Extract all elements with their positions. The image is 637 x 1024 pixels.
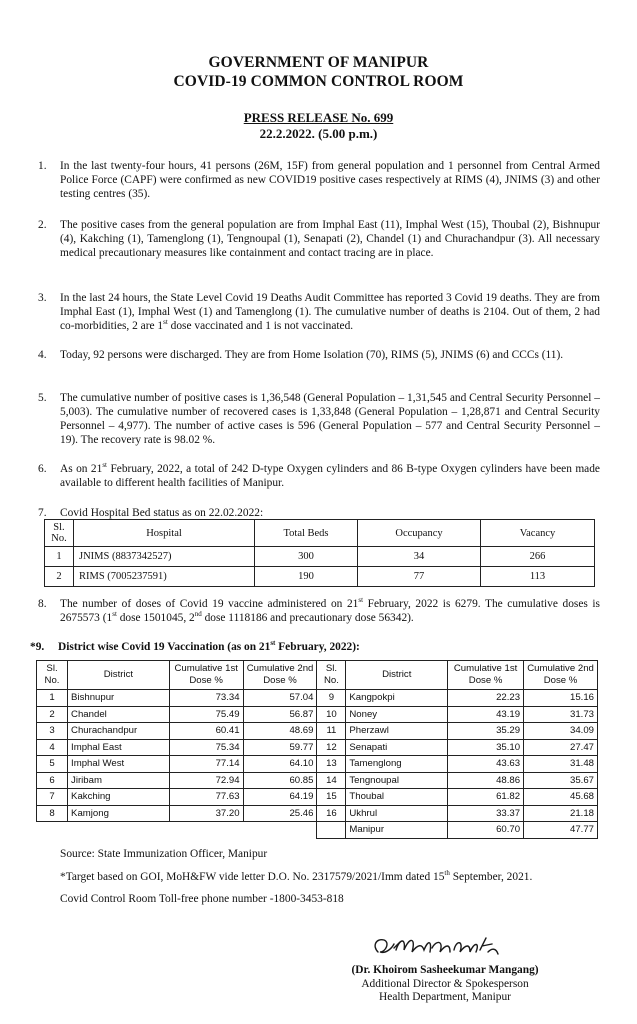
item-number: 8.: [38, 598, 47, 610]
col-dose2: Cumulative 2nd Dose %: [524, 661, 598, 690]
cell-dose2: 59.77: [243, 739, 317, 756]
cell-vacancy: 113: [481, 567, 595, 587]
text-segment: dose 1118186 and precautionary dose 56342).: [201, 612, 414, 624]
source-note: Source: State Immunization Officer, Manipur: [60, 848, 268, 860]
cell-district: Chandel: [68, 706, 170, 723]
cell-dose2: 56.87: [243, 706, 317, 723]
cell-dose1: 75.49: [169, 706, 243, 723]
cell-sl: 2: [45, 567, 74, 587]
blank-cell: [317, 822, 346, 839]
superscript: st: [270, 639, 276, 648]
cell-sl: 6: [37, 772, 68, 789]
item-text: [60, 462, 600, 490]
cell-dose1: 43.63: [448, 756, 524, 773]
cell-district: Kakching: [68, 789, 170, 806]
text-segment: dose 1501045, 2: [116, 612, 195, 624]
item-number: 3.: [38, 292, 47, 304]
cell-dose1: 35.10: [448, 739, 524, 756]
cell-dose2: 48.69: [243, 723, 317, 740]
press-release-label: PRESS RELEASE No. 699: [243, 110, 394, 125]
cell-occupancy: 34: [358, 547, 481, 567]
col-dose1: Cumulative 1st Dose %: [448, 661, 524, 690]
superscript: st: [102, 461, 107, 470]
table-row: [37, 756, 598, 773]
signatory-name: (Dr. Khoirom Sasheekumar Mangang): [351, 964, 539, 976]
cell-sl: 12: [317, 739, 346, 756]
text-segment: As on 21: [60, 463, 103, 475]
cell-sl: 14: [317, 772, 346, 789]
item-number: 7.: [38, 507, 47, 519]
superscript: st: [112, 610, 117, 619]
cell-sl: 7: [37, 789, 68, 806]
cell-sl: 1: [37, 690, 68, 707]
table-header-row: [37, 661, 598, 690]
item-number: 5.: [38, 392, 47, 404]
table-row: [37, 706, 598, 723]
text-segment: February, 2022 is 6279. The cumulative doses is 2675573 (1: [60, 598, 600, 624]
cell-dose1: 77.63: [169, 789, 243, 806]
cell-district: Churachandpur: [68, 723, 170, 740]
cell-dose1: 37.20: [169, 805, 243, 822]
cell-dose2: 31.48: [524, 756, 598, 773]
cell-sl: 1: [45, 547, 74, 567]
press-release-number: [0, 110, 637, 126]
item-text: Today, 92 persons were discharged. They are from Home Isolation (70), RIMS (5), JNIMS (6) and CCCs (11).: [60, 349, 564, 361]
cell-district: Thoubal: [346, 789, 448, 806]
cell-vacancy: 266: [481, 547, 595, 567]
cell-dose2: 31.73: [524, 706, 598, 723]
col-sl: Sl. No.: [37, 661, 68, 690]
cell-dose1: 73.34: [169, 690, 243, 707]
cell-dose1: 35.29: [448, 723, 524, 740]
item-text: Covid Hospital Bed status as on 22.02.2022:: [60, 507, 264, 519]
cell-dose2: 21.18: [524, 805, 598, 822]
total-row: [37, 822, 598, 839]
press-release-datetime: 22.2.2022. (5.00 p.m.): [259, 126, 378, 141]
cell-sl: 2: [37, 706, 68, 723]
item-text: [58, 640, 598, 654]
tollfree-note: Covid Control Room Toll-free phone number -1800-3453-818: [60, 893, 344, 905]
item-number: *9.: [30, 641, 45, 653]
text-segment: February, 2022, a total of 242 D-type Oxygen cylinders and 86 B-type Oxygen cylinders have been made available to different health facilities of Manipur.: [60, 463, 600, 489]
cell-dose2: 35.67: [524, 772, 598, 789]
cell-district: Ukhrul: [346, 805, 448, 822]
cell-occupancy: 77: [358, 567, 481, 587]
table-row: [37, 690, 598, 707]
text-segment: September, 2021.: [449, 871, 533, 883]
col-dose1: Cumulative 1st Dose %: [169, 661, 243, 690]
superscript: nd: [194, 610, 202, 619]
cell-dose1: 48.86: [448, 772, 524, 789]
signature-image: [370, 930, 510, 964]
item-text: The positive cases from the general population are from Imphal East (11), Imphal West (15), Thoubal (2), Bishnupur (4), Kakching (1), Tamenglong (1), Tengnoupal (1), Senapati (2), Chandel (1) and Churachandpur (3). All necessary medical precautionary measures like containment and contact tracing are in place.: [60, 219, 600, 259]
item-text: [60, 597, 600, 625]
cell-dose1: 75.34: [169, 739, 243, 756]
cell-dose1: 60.70: [448, 822, 524, 839]
text-segment: *Target based on GOI, MoH&FW vide letter D.O. No. 2317579/2021/Imm dated 15: [60, 871, 445, 883]
cell-sl: 4: [37, 739, 68, 756]
cell-dose2: 64.10: [243, 756, 317, 773]
cell-dose2: 64.19: [243, 789, 317, 806]
table-header-row: [45, 520, 595, 547]
cell-sl: 9: [317, 690, 346, 707]
table-row: [45, 547, 595, 567]
hospital-bed-table: [44, 519, 595, 587]
item-text: The cumulative number of positive cases is 1,36,548 (General Population – 1,31,545 and Central Security Personnel – 5,003). The cumulative number of recovered cases is 1,33,848 (General Population – 1,28,871 and Central Security Personnel – 4,977). The number of active cases is 596 (General Population – 577 and Central Security Personnel – 19). The recovery rate is 98.02 %.: [60, 392, 600, 446]
text-segment: In the last 24 hours, the State Level Covid 19 Deaths Audit Committee has reported 3 Covid 19 deaths. They are from Imphal East (1), Imphal West (1) and Tamenglong (1). The cumulative number of deaths is 2104. Out of them, 2 had co-morbidities, 2 are 1: [60, 292, 600, 332]
item-text: [60, 291, 600, 333]
cell-district: Tengnoupal: [346, 772, 448, 789]
cell-district: Imphal East: [68, 739, 170, 756]
table-row: [37, 772, 598, 789]
cell-district: Jiribam: [68, 772, 170, 789]
cell-sl: 13: [317, 756, 346, 773]
table-row: [37, 805, 598, 822]
cell-dose1: 43.19: [448, 706, 524, 723]
table-row: [37, 789, 598, 806]
superscript: st: [163, 318, 168, 327]
col-dose2: Cumulative 2nd Dose %: [243, 661, 317, 690]
cell-sl: 15: [317, 789, 346, 806]
header-control-room: COVID-19 COMMON CONTROL ROOM: [173, 73, 464, 90]
cell-dose1: 72.94: [169, 772, 243, 789]
cell-dose2: 60.85: [243, 772, 317, 789]
col-vacancy: Vacancy: [481, 520, 595, 547]
cell-sl: 16: [317, 805, 346, 822]
cell-dose1: 22.23: [448, 690, 524, 707]
cell-dose2: 15.16: [524, 690, 598, 707]
cell-beds: 190: [255, 567, 358, 587]
item-text: In the last twenty-four hours, 41 persons (26M, 15F) from general population and 1 personnel from Central Armed Police Force (CAPF) were confirmed as new COVID19 positive cases respectively at RIMS (4), JNIMS (3) and other testing centres (35).: [60, 160, 600, 200]
cell-dose2: 45.68: [524, 789, 598, 806]
cell-dose1: 60.41: [169, 723, 243, 740]
cell-hospital: JNIMS (8837342527): [74, 547, 255, 567]
cell-beds: 300: [255, 547, 358, 567]
superscript: th: [444, 869, 450, 878]
cell-dose1: 61.82: [448, 789, 524, 806]
cell-dose2: 57.04: [243, 690, 317, 707]
cell-district: Bishnupur: [68, 690, 170, 707]
target-note: [60, 871, 532, 883]
cell-dose1: 33.37: [448, 805, 524, 822]
text-segment: February, 2022):: [275, 641, 360, 653]
cell-district: Tamenglong: [346, 756, 448, 773]
cell-dose2: 47.77: [524, 822, 598, 839]
col-occupancy: Occupancy: [358, 520, 481, 547]
item-number: 2.: [38, 219, 47, 231]
signatory-department: Health Department, Manipur: [379, 991, 511, 1003]
table-row: [37, 723, 598, 740]
col-sl: Sl. No.: [45, 520, 74, 547]
col-total-beds: Total Beds: [255, 520, 358, 547]
col-district: District: [68, 661, 170, 690]
blank-cell: [37, 822, 317, 839]
item-number: 1.: [38, 160, 47, 172]
cell-sl: 5: [37, 756, 68, 773]
signatory-title: Additional Director & Spokesperson: [361, 978, 529, 990]
cell-sl: 3: [37, 723, 68, 740]
cell-district: Manipur: [346, 822, 448, 839]
vaccination-rows: [37, 690, 598, 839]
cell-hospital: RIMS (7005237591): [74, 567, 255, 587]
cell-district: Noney: [346, 706, 448, 723]
item-number: 6.: [38, 463, 47, 475]
table-row: [37, 739, 598, 756]
col-hospital: Hospital: [74, 520, 255, 547]
item-number: 4.: [38, 349, 47, 361]
cell-sl: 11: [317, 723, 346, 740]
district-vaccination-table: [36, 660, 598, 839]
cell-dose1: 77.14: [169, 756, 243, 773]
cell-sl: 8: [37, 805, 68, 822]
text-segment: District wise Covid 19 Vaccination (as on 21: [58, 641, 271, 653]
cell-district: Kamjong: [68, 805, 170, 822]
table-row: [45, 567, 595, 587]
header-government: GOVERNMENT OF MANIPUR: [208, 54, 429, 71]
cell-dose2: 34.09: [524, 723, 598, 740]
text-segment: dose vaccinated and 1 is not vaccinated.: [167, 320, 354, 332]
col-district: District: [346, 661, 448, 690]
cell-dose2: 27.47: [524, 739, 598, 756]
text-segment: The number of doses of Covid 19 vaccine administered on 21: [60, 598, 359, 610]
cell-district: Pherzawl: [346, 723, 448, 740]
cell-district: Kangpokpi: [346, 690, 448, 707]
cell-dose2: 25.46: [243, 805, 317, 822]
col-sl: Sl. No.: [317, 661, 346, 690]
cell-district: Senapati: [346, 739, 448, 756]
cell-sl: 10: [317, 706, 346, 723]
cell-district: Imphal West: [68, 756, 170, 773]
superscript: st: [358, 596, 364, 605]
